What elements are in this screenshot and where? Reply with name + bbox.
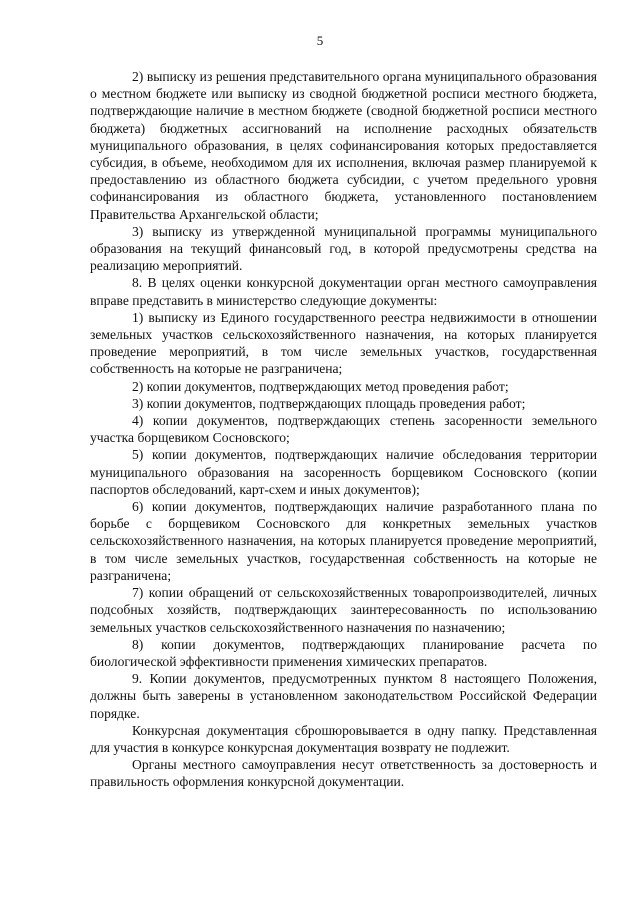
paragraph-efficiency-docs: 8) копии документов, подтверждающих планирование расчета по биологической эффективности применения химических препаратов. — [90, 636, 597, 669]
paragraph-plan-docs: 6) копии документов, подтверждающих наличие разработанного плана по борьбе с борщевиком Сосновского для конкретных земельных участков сельскохозяйственного назначения, на которых планируется проведение мероприятий, в том числе земельных участков, государственная собственность на которые не разграничена; — [90, 499, 597, 583]
paragraph-program-extract: 3) выписку из утвержденной муниципальной программы муниципального образования на текущий финансовый год, в которой предусмотрены средства на реализацию мероприятий. — [90, 223, 597, 274]
document-body — [90, 68, 597, 791]
paragraph-binding: Конкурсная документация сброшюровывается в одну папку. Представленная для участия в конкурсе конкурсная документация возврату не подлежит. — [90, 722, 597, 755]
paragraph-responsibility: Органы местного самоуправления несут ответственность за достоверность и правильность оформления конкурсной документации. — [90, 757, 597, 790]
paragraph-appeals: 7) копии обращений от сельскохозяйственных товаропроизводителей, личных подсобных хозяйств, подтверждающих заинтересованность по использованию земельных участков сельскохозяйственного назначения по назначению; — [90, 585, 597, 635]
paragraph-survey-docs: 5) копии документов, подтверждающих наличие обследования территории муниципального образования на засоренность борщевиком Сосновского (копии паспортов обследований, карт-схем и иных документов); — [90, 447, 597, 497]
paragraph-area-docs: 3) копии документов, подтверждающих площадь проведения работ; — [132, 395, 526, 411]
paragraph-infestation-docs: 4) копии документов, подтверждающих степень засоренности земельного участка борщевиком Сосновского; — [90, 413, 597, 446]
paragraph-method-docs: 2) копии документов, подтверждающих метод проведения работ; — [132, 378, 509, 394]
paragraph-section-9: 9. Копии документов, предусмотренных пунктом 8 настоящего Положения, должны быть заверены в установленном законодательством Российской Федерации порядке. — [90, 671, 597, 721]
paragraph-section-8: 8. В целях оценки конкурсной документации орган местного самоуправления вправе представить в министерство следующие документы: — [90, 275, 597, 308]
paragraph-budget-extract: 2) выписку из решения представительного органа муниципального образования о местном бюджете или выписку из сводной бюджетной росписи местного бюджета, подтверждающие наличие в местном бюджете (сводной бюджетной росписи местного бюджета) бюджетных ассигнований на исполнение расходных обязательств муниципального образования, в целях софинансирования которых предоставляется субсидия, в объеме, необходимом для их исполнения, включая размер планируемой к предоставлению из областного бюджета субсидии, с учетом предельного уровня софинансирования из областного бюджета, установленного постановлением Правительства Архангельской области; — [90, 69, 597, 222]
paragraph-registry-extract: 1) выписку из Единого государственного реестра недвижимости в отношении земельных участков сельскохозяйственного назначения, на которых планируется проведение мероприятий, в том числе земельных участков, государственная собственность на которые не разграничена; — [90, 309, 597, 377]
page-number: 5 — [316, 33, 324, 48]
